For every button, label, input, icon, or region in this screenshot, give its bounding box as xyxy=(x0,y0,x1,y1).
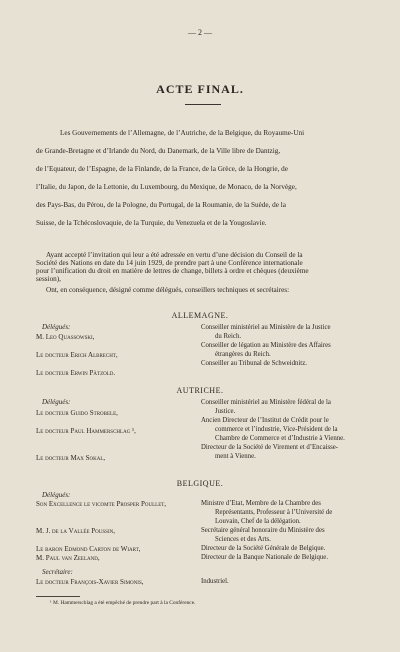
country-heading: BELGIQUE. xyxy=(176,479,224,488)
delegate-function: Louvain, Chef de la délégation. xyxy=(215,518,301,525)
delegate-name: Le docteur Paul Hammerschlag ¹, xyxy=(36,427,136,435)
delegate-function: Conseiller au Tribunal de Schweidnitz. xyxy=(201,360,307,367)
governments-line: de Grande-Bretagne et d’Irlande du Nord, du Danemark, de la Ville libre de Dantzig, xyxy=(36,147,281,155)
delegate-function: Ministre d’Etat, Membre de la Chambre des xyxy=(201,500,321,507)
paragraph-line: Ayant accepté l’invitation qui leur a été adressée en vertu d’une décision du Conseil de la xyxy=(46,251,303,259)
delegate-function: du Reich. xyxy=(215,333,242,340)
delegate-name: Le docteur Erich Albrecht, xyxy=(36,351,118,359)
delegate-name: Le docteur Max Sokal, xyxy=(36,454,106,462)
delegate-function: Conseiller ministériel au Ministère de la Justice xyxy=(201,324,331,331)
paragraph-line: Ont, en conséquence, désigné comme délégués, conseillers techniques et secrétaires: xyxy=(46,286,290,294)
delegate-name: M. J. de la Vallée Poussin, xyxy=(36,527,115,535)
delegate-function: commerce et l’industrie, Vice-Président de la xyxy=(215,426,338,433)
delegate-function: Directeur de la Banque Nationale de Belgique. xyxy=(201,554,329,561)
role-label: Délégués: xyxy=(42,398,71,406)
delegate-name: Son Excellence le vicomte Prosper Poullet, xyxy=(36,500,167,508)
country-heading: ALLEMAGNE. xyxy=(171,311,229,320)
paragraph-line: pour l’unification du droit en matière de lettres de change, billets à ordre et chèques (deuxième xyxy=(36,267,309,275)
governments-line: des Pays-Bas, du Pérou, de la Pologne, du Portugal, de la Roumanie, de la Suède, de la xyxy=(36,201,286,209)
delegate-function: ment à Vienne. xyxy=(215,453,256,460)
country-heading: AUTRICHE. xyxy=(176,386,224,395)
governments-line: de l’Equateur, de l’Espagne, de la Finlande, de la France, de la Grèce, de la Hongrie, de xyxy=(36,165,288,173)
footnote: ¹ M. Hammerschlag a été empêché de prendre part à la Conférence. xyxy=(50,600,196,606)
delegate-name: Le docteur Erwin Pätzold. xyxy=(36,369,116,377)
delegate-name: Le baron Edmond Carton de Wiart, xyxy=(36,545,141,553)
delegate-function: Conseiller ministériel au Ministère fédéral de la xyxy=(201,399,331,406)
page-number: — 2 — xyxy=(188,28,212,37)
delegate-name: M. Paul van Zeeland, xyxy=(36,554,100,562)
delegate-function: Directeur de la Société Générale de Belgique. xyxy=(201,545,326,552)
governments-line: l’Italie, du Japon, de la Lettonie, du Luxembourg, du Mexique, de Monaco, de la Norvège, xyxy=(36,183,297,191)
delegate-function: Directeur de la Société de Virement et d’Encaisse- xyxy=(201,444,339,451)
delegate-function: Secrétaire général honoraire du Ministère des xyxy=(201,527,325,534)
delegate-function: Justice. xyxy=(215,408,236,415)
delegate-function: Représentants, Professeur à l’Université de xyxy=(215,509,333,516)
footnote-rule xyxy=(36,596,80,597)
role-label: Délégués: xyxy=(42,323,71,331)
governments-line: Les Gouvernements de l’Allemagne, de l’Autriche, de la Belgique, du Royaume-Uni xyxy=(60,129,305,137)
secretary-function: Industriel. xyxy=(201,578,229,585)
page-title: ACTE FINAL. xyxy=(156,82,244,96)
paragraph-line: Société des Nations en date du 14 juin 1929, de prendre part à une Conférence internationale xyxy=(36,259,303,267)
delegate-function: Sciences et des Arts. xyxy=(215,536,271,543)
governments-line: Suisse, de la Tchécoslovaquie, de la Turquie, du Venezuela et de la Yougoslavie. xyxy=(36,219,267,227)
paragraph-line: session), xyxy=(36,275,61,283)
delegate-function: Conseiller de légation au Ministère des Affaires xyxy=(201,342,331,349)
role-label: Délégués: xyxy=(42,491,71,499)
delegate-name: Le docteur Guido Strobele, xyxy=(36,409,118,417)
delegate-function: Ancien Directeur de l’Institut de Crédit pour le xyxy=(201,417,329,424)
title-rule xyxy=(185,104,221,105)
secretary-name: Le docteur François-Xavier Simonis, xyxy=(36,578,144,586)
delegate-function: Chambre de Commerce et d’Industrie à Vienne. xyxy=(215,435,345,442)
delegate-function: étrangères du Reich. xyxy=(215,351,271,358)
delegate-name: M. Leo Quassowski, xyxy=(36,333,95,341)
secretary-role-label: Secrétaire: xyxy=(42,568,73,576)
